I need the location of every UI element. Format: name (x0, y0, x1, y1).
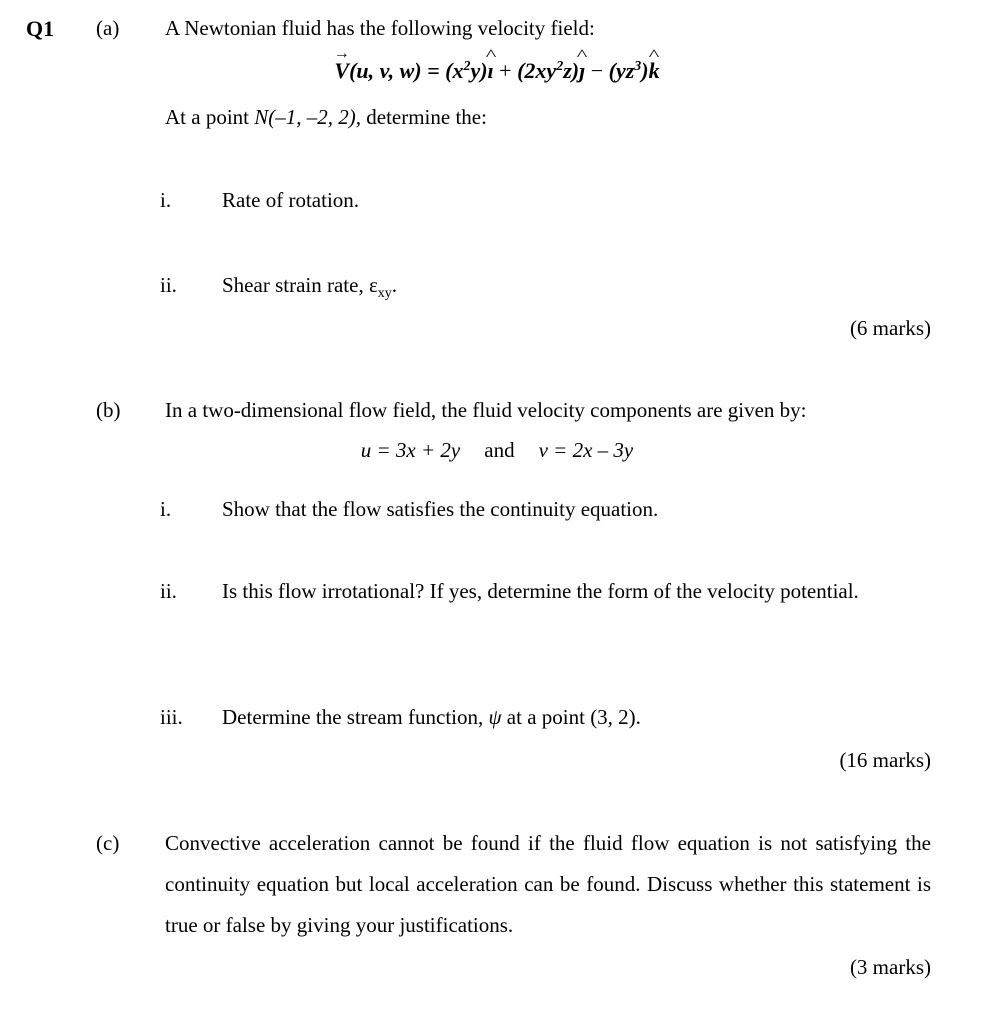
part-c-text: Convective acceleration cannot be found if the fluid flow equation is not satisfying the continuity equation but local acceleration can be found. Discuss whether this statement is true or false by giving your justifications. (165, 831, 931, 937)
j-hat: ^ ȷ (579, 60, 585, 82)
part-a-item-1-num: i. (160, 188, 172, 212)
vector-v: → V (334, 60, 349, 82)
k-hat: ^ k (649, 60, 660, 82)
psi-symbol: ψ (488, 705, 502, 729)
stream-prefix: Determine the stream function, (222, 705, 489, 729)
part-a-intro: A Newtonian fluid has the following velocity field: (165, 16, 595, 40)
eq-term1-exp: 2 (463, 59, 471, 74)
eq-term3-end: ) (641, 58, 649, 83)
velocity-components-equation (0, 440, 994, 461)
i-hat: ^ ı (488, 60, 494, 82)
part-a-label: (a) (96, 16, 120, 40)
part-b-item-3-text (222, 707, 641, 728)
point-statement (165, 107, 487, 128)
eq-plus: + (493, 58, 518, 83)
eq-term3-base: (yz (608, 58, 635, 83)
part-a-item-2-text (222, 273, 398, 301)
part-a-item-1-text: Rate of rotation. (222, 188, 360, 212)
eq-minus: − (585, 58, 609, 83)
part-c-marks: (3 marks) (849, 955, 931, 979)
and-word: and (484, 438, 515, 462)
part-a-item-2-num: ii. (160, 273, 177, 297)
point-prefix: At a point (165, 105, 255, 129)
part-b-item-1-text: Show that the flow satisfies the continuity equation. (222, 497, 659, 521)
epsilon-subscript: xy (377, 286, 392, 301)
part-b-item-2-text: Is this flow irrotational? If yes, determine the form of the velocity potential. (222, 579, 859, 603)
part-b-marks: (16 marks) (839, 748, 931, 772)
eq-term1-end: y) (470, 58, 488, 83)
part-b-item-1-num: i. (160, 497, 172, 521)
part-b-label: (b) (96, 398, 121, 422)
part-b-item-2-num: ii. (160, 579, 177, 603)
velocity-field-equation (0, 60, 994, 82)
shear-suffix: . (391, 273, 398, 297)
eq-term2-end: z) (563, 58, 580, 83)
eq-term3-exp: 3 (634, 59, 642, 74)
part-a-marks: (6 marks) (849, 316, 931, 340)
eq-term1-base: (x (445, 58, 464, 83)
part-b-intro: In a two-dimensional flow field, the fluid velocity components are given by: (165, 398, 807, 422)
point-suffix: determine the: (361, 105, 487, 129)
point-n: N(–1, –2, 2), (254, 105, 361, 129)
eq-term2-base: (2xy (517, 58, 557, 83)
stream-suffix: at a point (3, 2). (501, 705, 641, 729)
shear-prefix: Shear strain rate, (222, 273, 369, 297)
question-number: Q1 (26, 16, 55, 41)
eq-term2-exp: 2 (556, 59, 564, 74)
eq-lhs-args: (u, v, w) = (349, 58, 446, 83)
part-b-item-3-num: iii. (160, 705, 183, 729)
epsilon-symbol: ε (368, 273, 378, 297)
u-equation: u = 3x + 2y (360, 438, 461, 462)
part-c-label: (c) (96, 831, 120, 855)
v-equation: v = 2x – 3y (538, 438, 634, 462)
